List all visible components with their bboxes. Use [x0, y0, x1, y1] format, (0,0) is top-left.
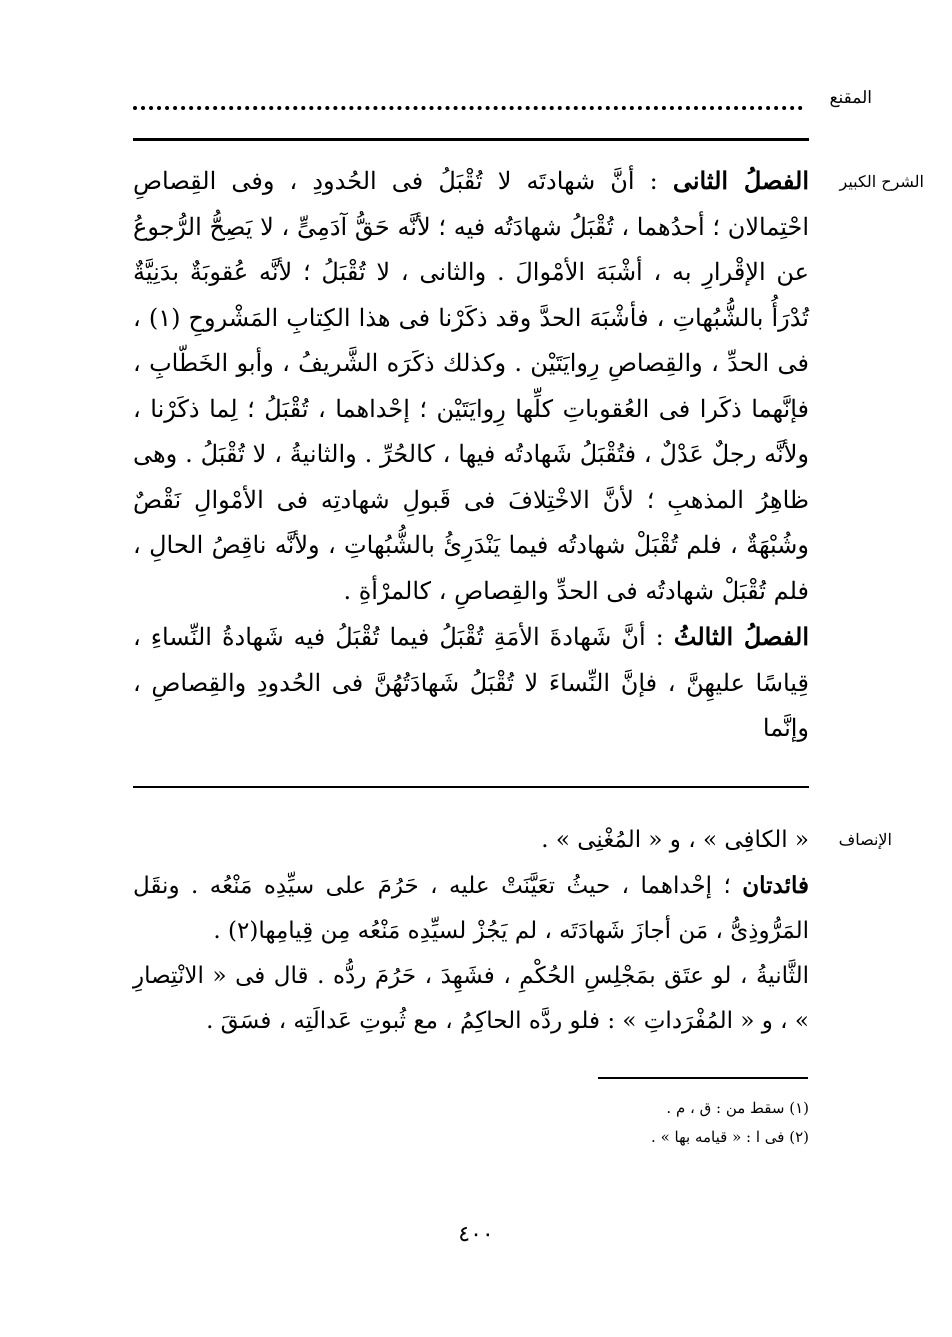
page-number: ٤٠٠: [458, 1222, 494, 1247]
insaf-paragraph-3: الثَّانيةُ ، لو عتَق بمَجْلِسِ الحُكْمِ ، فشَهِدَ ، حَرُمَ ردُّه . قال فى « الانْتِصارِ » ، و « المُفْرَداتِ » : فلو ردَّه الحاكِمُ ، مع ثُبوتِ عَدالَتِه ، فسَقَ .: [133, 963, 809, 1034]
insaf-paragraph-2: [133, 863, 809, 954]
insaf-text: [133, 818, 809, 1044]
insaf-line-1: « الكافِى » ، و « المُغْنِى » .: [541, 827, 809, 853]
section-heading: فائدتان: [742, 872, 809, 899]
footnote-rule: [598, 1077, 808, 1079]
main-commentary-text: [133, 158, 809, 752]
footnote-2: (٢) فى ا : « قيامه بها » .: [651, 1128, 809, 1146]
paragraph-fasl-3: [133, 614, 809, 752]
section-divider-rule: [133, 786, 809, 788]
footnotes: [651, 1094, 809, 1152]
paragraph-body: : أنَّ شَهادةَ الأمَةِ تُقْبَلُ فيما تُقْبَلُ فيه شَهادةُ النِّساءِ ، قِياسًا عليهِنَّ ، فإنَّ النِّساءَ لا تُقْبَلُ شَهادَتُهُنَّ فى الحُدودِ والقِصاصِ ، وإنَّما: [133, 623, 810, 742]
header-rule: [133, 138, 809, 141]
paragraph-body: ؛ إحْداهما ، حيثُ تعَيَّنَتْ عليه ، حَرُمَ على سيِّدِه مَنْعُه . ونقَل المَرُّوذِىُّ ، مَن أجازَ شَهادَتَه ، لم يَجُزْ لسيِّدِه مَنْعُه مِن قِيامِها(٢) .: [133, 873, 809, 944]
footnote-1: (١) سقط من : ق ، م .: [666, 1099, 809, 1117]
paragraph-body: : أنَّ شهادتَه لا تُقْبَلُ فى الحُدودِ ، وفى القِصاصِ احْتِمالان ؛ أحدُهما ، تُقْبَلُ شهادَتُه فيه ؛ لأنَّه حَقُّ آدَمِىٍّ ، لا يَصِحُّ الرُّجوعُ عن الإقْرارِ به ، أشْبَهَ الأمْوالَ . والثانى ، لا تُقْبَلُ ؛ لأنَّه عُقوبَةٌ بدَنِيَّةٌ تُدْرَأُ بالشُّبُهاتِ ، فأشْبَهَ الحدَّ وقد ذكَرْنا فى هذا الكِتابِ المَشْروحِ (١) ، فى الحدِّ ، والقِصاصِ رِوايَتَيْن . وكذلك ذكَرَه الشَّريفُ ، وأبو الخَطّابِ ، فإنَّهما ذكَرا فى العُقوباتِ كلِّها رِوايَتَيْن ؛ إحْداهما ، تُقْبَلُ ؛ لِما ذكَرْنا ، ولأنَّه رجلٌ عَدْلٌ ، فتُقْبَلُ شَهادتُه فيها ، كالحُرِّ . والثانيةُ ، لا تُقْبَلُ . وهى ظاهِرُ المذهبِ ؛ لأنَّ الاخْتِلافَ فى قَبولِ شهادتِه فى الأمْوالِ نَقْصٌ وشُبْهَةٌ ، فلم تُقْبَلْ شهادتُه فيما يَنْدَرِئُ بالشُّبُهاتِ ، ولأنَّه ناقِصُ الحالِ ، فلم تُقْبَلْ شهادتُه فى الحدِّ والقِصاصِ ، كالمرْأةِ .: [133, 167, 809, 605]
margin-label-insaf: الإنصاف: [838, 830, 892, 849]
section-heading: الفصلُ الثالثُ: [673, 622, 809, 651]
section-heading: الفصلُ الثانى: [672, 166, 809, 195]
header-dotted-leader: [133, 96, 803, 110]
paragraph-fasl-2: [133, 158, 809, 614]
header-title: المقنع: [829, 88, 872, 108]
margin-label-sharh: الشرح الكبير: [839, 172, 924, 191]
